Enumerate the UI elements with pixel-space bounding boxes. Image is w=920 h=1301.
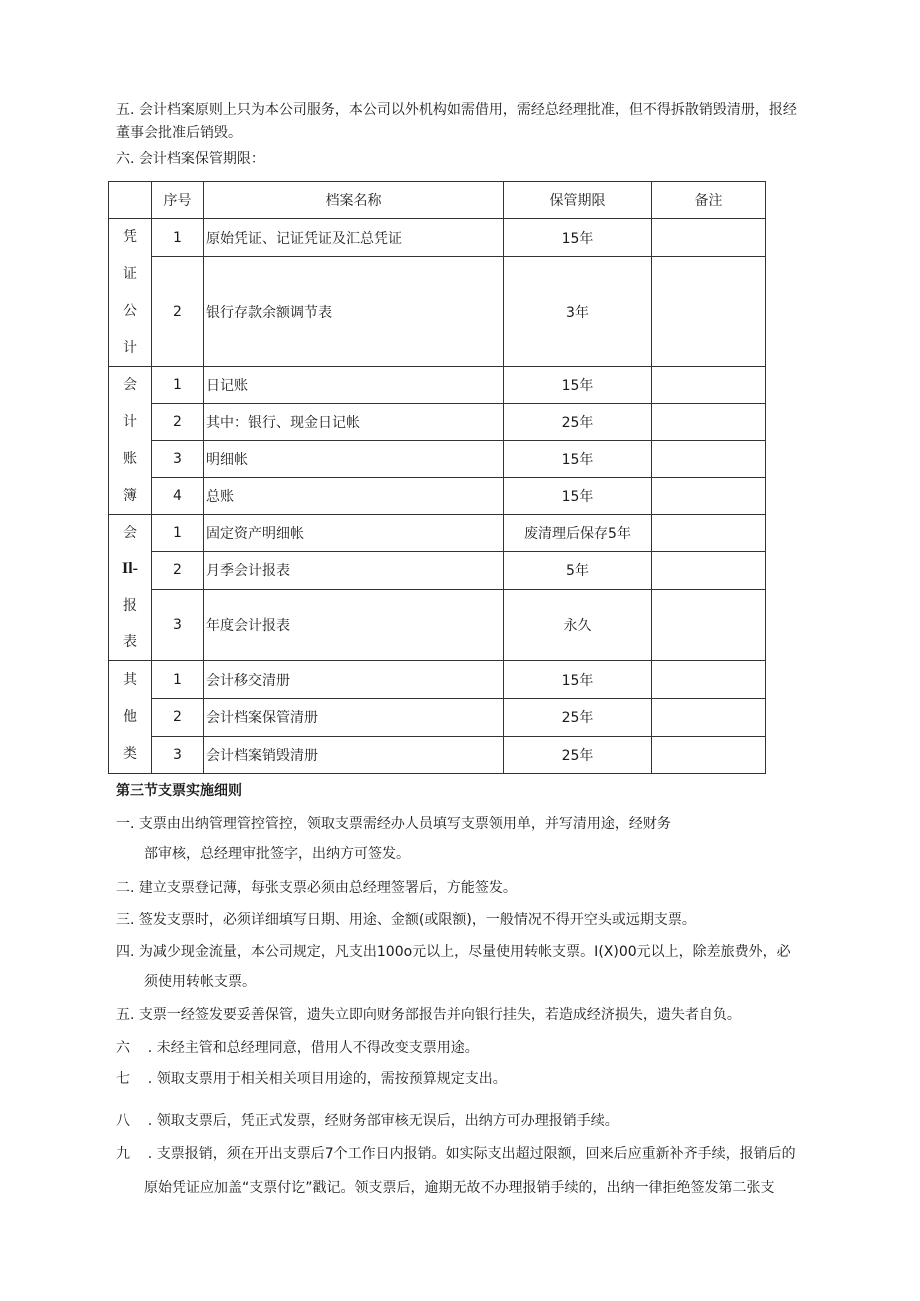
row-no: 2 [152,257,204,367]
table-row [109,661,766,699]
table-row [109,736,766,773]
table-row [109,257,766,367]
table-row [109,219,766,257]
category-char: 其 [123,671,137,688]
item-6: 六 . 未经主管和总经理同意，借用人不得改变支票用途。 [116,1040,479,1056]
row-note [652,219,766,257]
item-9-line1: 九 . 支票报销，须在开出支票后7个工作日内报销。如实际支出超过限额，回来后应重新补齐手续，报销后的 [116,1146,796,1162]
row-no: 3 [152,736,204,773]
row-no: 2 [152,699,204,736]
item-1-line1: 一. 支票由出纳管理管控管控，领取支票需经办人员填写支票领用单，并写清用途，经财务 [116,816,671,832]
table-row [109,552,766,589]
row-period: 永久 [504,589,652,661]
category-char: 公 [123,302,137,319]
table-row [109,478,766,515]
category-char: 报 [123,597,137,614]
row-note [652,699,766,736]
item-7: 七 . 领取支票用于相关相关项目用途的，需按预算规定支出。 [116,1071,507,1087]
row-period: 25年 [504,699,652,736]
category-char: 表 [123,633,137,650]
section-3-title: 第三节支票实施细则 [116,782,242,798]
row-note [652,478,766,515]
table-row [109,367,766,404]
category-char: 会 [123,377,137,394]
row-note [652,257,766,367]
header-period: 保管期限 [504,182,652,219]
row-period: 25年 [504,736,652,773]
row-name: 会计移交清册 [204,661,504,699]
table-row [109,441,766,478]
item-3: 三. 签发支票时，必须详细填写日期、用途、金额(或限额)，一般情况不得开空头或远期支票。 [116,912,696,928]
row-period: 15年 [504,219,652,257]
paragraph-5-line1: 五. 会计档案原则上只为本公司服务，本公司以外机构如需借用，需经总经理批准，但不得拆散销毁清册，报经 [116,102,797,118]
category-char: 计 [123,339,137,356]
row-period: 15年 [504,478,652,515]
category-cell [109,367,152,515]
item-5: 五. 支票一经签发要妥善保管，遗失立即向财务部报告并向银行挂失，若造成经济损失，遗失者自负。 [116,1007,741,1023]
row-period: 3年 [504,257,652,367]
item-1-line2: 部审核，总经理审批签字，出纳方可签发。 [144,846,410,862]
paragraph-5-line2: 董事会批准后销毁。 [116,125,242,141]
category-char: 簿 [123,487,137,504]
table-row [109,515,766,552]
row-note [652,661,766,699]
row-period: 15年 [504,367,652,404]
row-no: 3 [152,441,204,478]
category-char: 账 [123,450,137,467]
category-char: 计 [123,414,137,431]
row-name: 原始凭证、记证凭证及汇总凭证 [204,219,504,257]
row-name: 明细帐 [204,441,504,478]
row-name: 银行存款余额调节表 [204,257,504,367]
table-row [109,699,766,736]
row-name: 年度会计报表 [204,589,504,661]
row-note [652,515,766,552]
row-name: 会计档案销毁清册 [204,736,504,773]
table-row [109,589,766,661]
row-no: 1 [152,515,204,552]
row-no: 1 [152,661,204,699]
row-no: 4 [152,478,204,515]
row-period: 25年 [504,404,652,441]
row-no: 2 [152,404,204,441]
archive-retention-table [108,181,766,774]
item-4-line1: 四. 为减少现金流量，本公司规定，凡支出100o元以上，尽量使用转帐支票。I(X)00元以上，除差旅费外，必 [116,944,791,960]
row-no: 3 [152,589,204,661]
row-no: 2 [152,552,204,589]
paragraph-6: 六. 会计档案保管期限： [116,151,265,167]
category-char: Il- [122,560,138,578]
row-name: 月季会计报表 [204,552,504,589]
row-name: 日记账 [204,367,504,404]
category-char: 凭 [123,229,137,246]
row-period: 废清理后保存5年 [504,515,652,552]
item-2: 二. 建立支票登记薄，每张支票必须由总经理签署后，方能签发。 [116,880,517,896]
row-no: 1 [152,367,204,404]
category-char: 会 [123,525,137,542]
row-name: 会计档案保管清册 [204,699,504,736]
item-8: 八 . 领取支票后，凭正式发票，经财务部审核无误后，出纳方可办理报销手续。 [116,1113,619,1129]
item-4-line2: 须使用转帐支票。 [144,974,256,990]
row-note [652,736,766,773]
header-note: 备注 [652,182,766,219]
category-char: 类 [123,746,137,763]
category-char: 他 [123,708,137,725]
category-cell [109,515,152,661]
header-category [109,182,152,219]
category-cell [109,661,152,774]
table-row [109,404,766,441]
header-name: 档案名称 [204,182,504,219]
row-name: 总账 [204,478,504,515]
row-no: 1 [152,219,204,257]
row-note [652,367,766,404]
row-note [652,552,766,589]
table-header-row [109,182,766,219]
row-period: 15年 [504,661,652,699]
row-name: 其中：银行、现金日记帐 [204,404,504,441]
row-note [652,589,766,661]
row-period: 15年 [504,441,652,478]
row-note [652,404,766,441]
row-period: 5年 [504,552,652,589]
row-name: 固定资产明细帐 [204,515,504,552]
header-no: 序号 [152,182,204,219]
item-9-line2: 原始凭证应加盖“支票付讫”戳记。领支票后，逾期无故不办理报销手续的，出纳一律拒绝签发第二张支 [144,1180,775,1196]
row-note [652,441,766,478]
category-cell [109,219,152,367]
category-char: 证 [123,266,137,283]
